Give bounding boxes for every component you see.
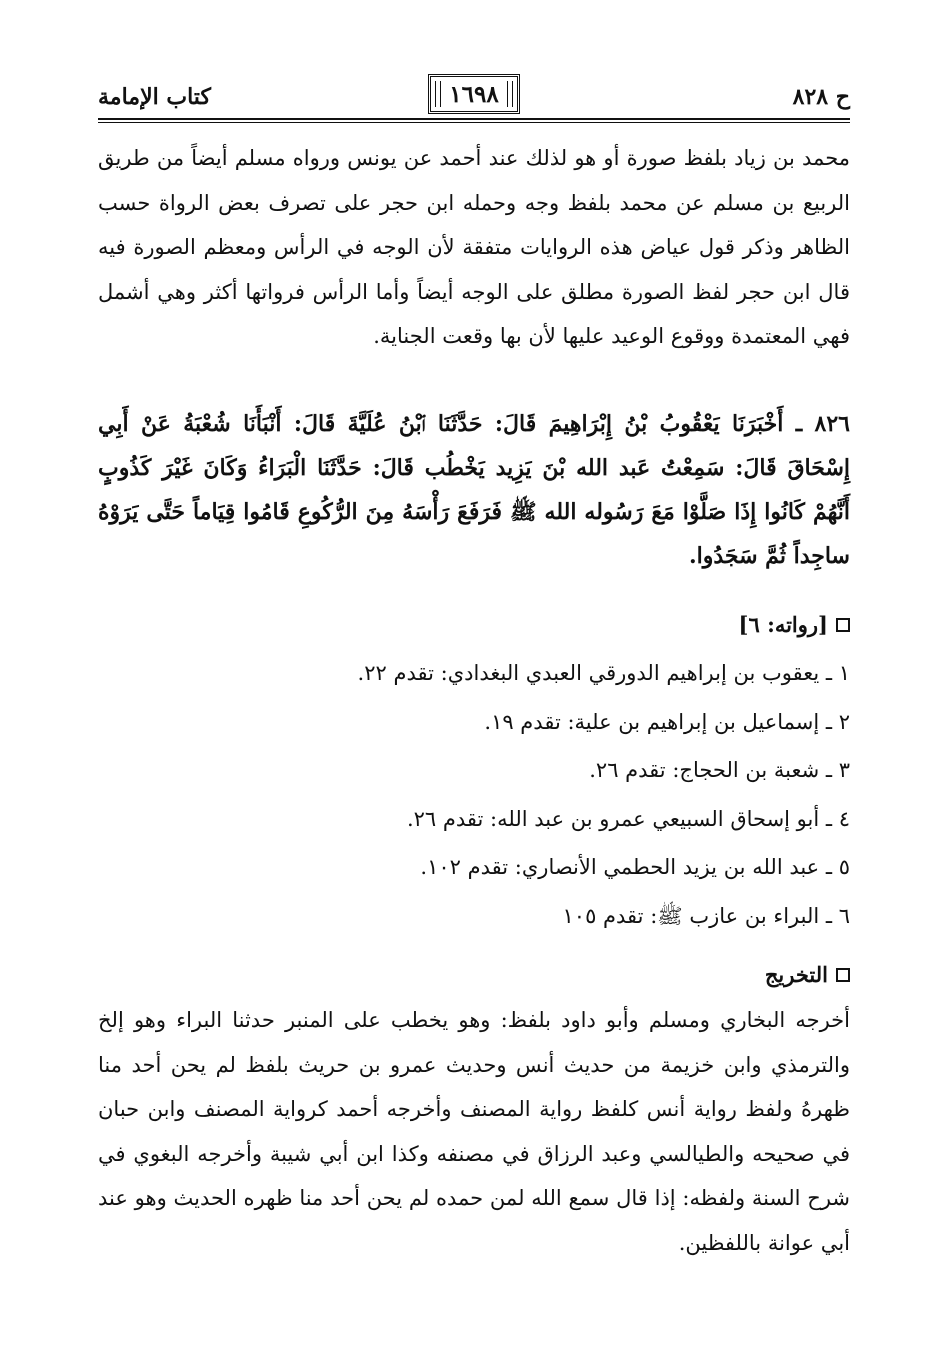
list-item: ٤ ـ أبو إسحاق السبيعي عمرو بن عبد الله: تقدم ٢٦. (406, 806, 850, 831)
book-title: كتاب الإمامة (98, 84, 211, 110)
list-item: ٣ ـ شعبة بن الحجاج: تقدم ٢٦. (589, 758, 850, 782)
list-item: ٥ ـ عبد الله بن يزيد الحطمي الأنصاري: تقدم ١٠٢. (420, 855, 850, 879)
header-rule-thin (98, 122, 850, 123)
square-bullet-icon (836, 618, 850, 632)
takhrij-paragraph: أخرجه البخاري ومسلم وأبو داود بلفظ: وهو يخطب على المنبر حدثنا البراء وهو إلخ والترمذي وابن خزيمة من حديث أنس وحديث عمرو بن حريث بلفظ لم يحن أحد منا ظهرهُ ولفظ رواية أنس كلفظ رواية المصنف وأخرجه أحمد كرواية المصنف وابن حبان في صحيحه والطيالسي وعبد الرزاق في مصنفه وكذا ابن أبي شيبة وأخرجه البغوي في شرح السنة ولفظه: إذا قال سمع الله لمن حمده لم يحن أحد منا ظهره الحديث وهو عند أبي عوانة باللفظين. (98, 1008, 850, 1255)
hadith-number-label: ح ٨٢٨ (792, 84, 850, 110)
square-bullet-icon (836, 968, 850, 982)
header-rule (98, 118, 850, 120)
intro-paragraph: محمد بن زياد بلفظ صورة أو هو لذلك عند أحمد عن يونس ورواه مسلم أيضاً من طريق الربيع بن مسلم عن محمد بلفظ وجه وحمله ابن حجر على تصرف بعض الرواة حسب الظاهر وذكر قول عياض هذه الروايات متفقة لأن الوجه في الرأس ومعظم الصورة فيه قال ابن حجر لفظ الصورة مطلق على الوجه أيضاً وأما الرأس فرواتها أكثر وهي أشمل فهي المعتمدة ووقوع الوعيد عليها لأن بها وقعت الجناية. (98, 146, 850, 349)
page-header (98, 72, 850, 122)
narrators-list (250, 655, 850, 946)
takhrij-heading (765, 962, 850, 987)
page-number-frame (428, 74, 520, 114)
takhrij-title: التخريج (764, 962, 828, 987)
page-number: ١٦٩٨ (449, 80, 499, 108)
list-item: ١ ـ يعقوب بن إبراهيم الدورقي العبدي البغدادي: تقدم ٢٢. (357, 661, 850, 685)
narrators-heading (739, 612, 850, 637)
narrators-title: [رواته: ٦] (738, 612, 828, 637)
list-item: ٦ ـ البراء بن عازب ﷺ: تقدم ١٠٥ (562, 903, 850, 928)
list-item: ٢ ـ إسماعيل بن إبراهيم بن علية: تقدم ١٩. (484, 709, 850, 734)
hadith-text: ٨٢٦ ـ أَخْبَرَنَا يَعْقُوبُ بْنُ إِبْرَاهِيمَ قَالَ: حَدَّثَنَا ٱبْنُ عُلَيَّةَ قَالَ: أَنْبَأَنَا شُعْبَةُ عَنْ أَبِي إِسْحَاقَ قَالَ: سَمِعْتُ عَبد الله بْنَ يَزِيد يَخْطُب قَالَ: حَدَّثَنَا الْبَرَاءُ وَكَانَ غَيْرَ كَذُوبٍ أَنَّهُمْ كَانُوا إِذَا صَلَّوْا مَعَ رَسُوله الله ﷺ فَرَفَعَ رَأْسَهُ مِنَ الرُّكُوعِ قَامُوا قِيَاماً حَتَّى يَرَوْهُ ساجِداً ثُمَّ سَجَدُوا. (98, 411, 851, 569)
